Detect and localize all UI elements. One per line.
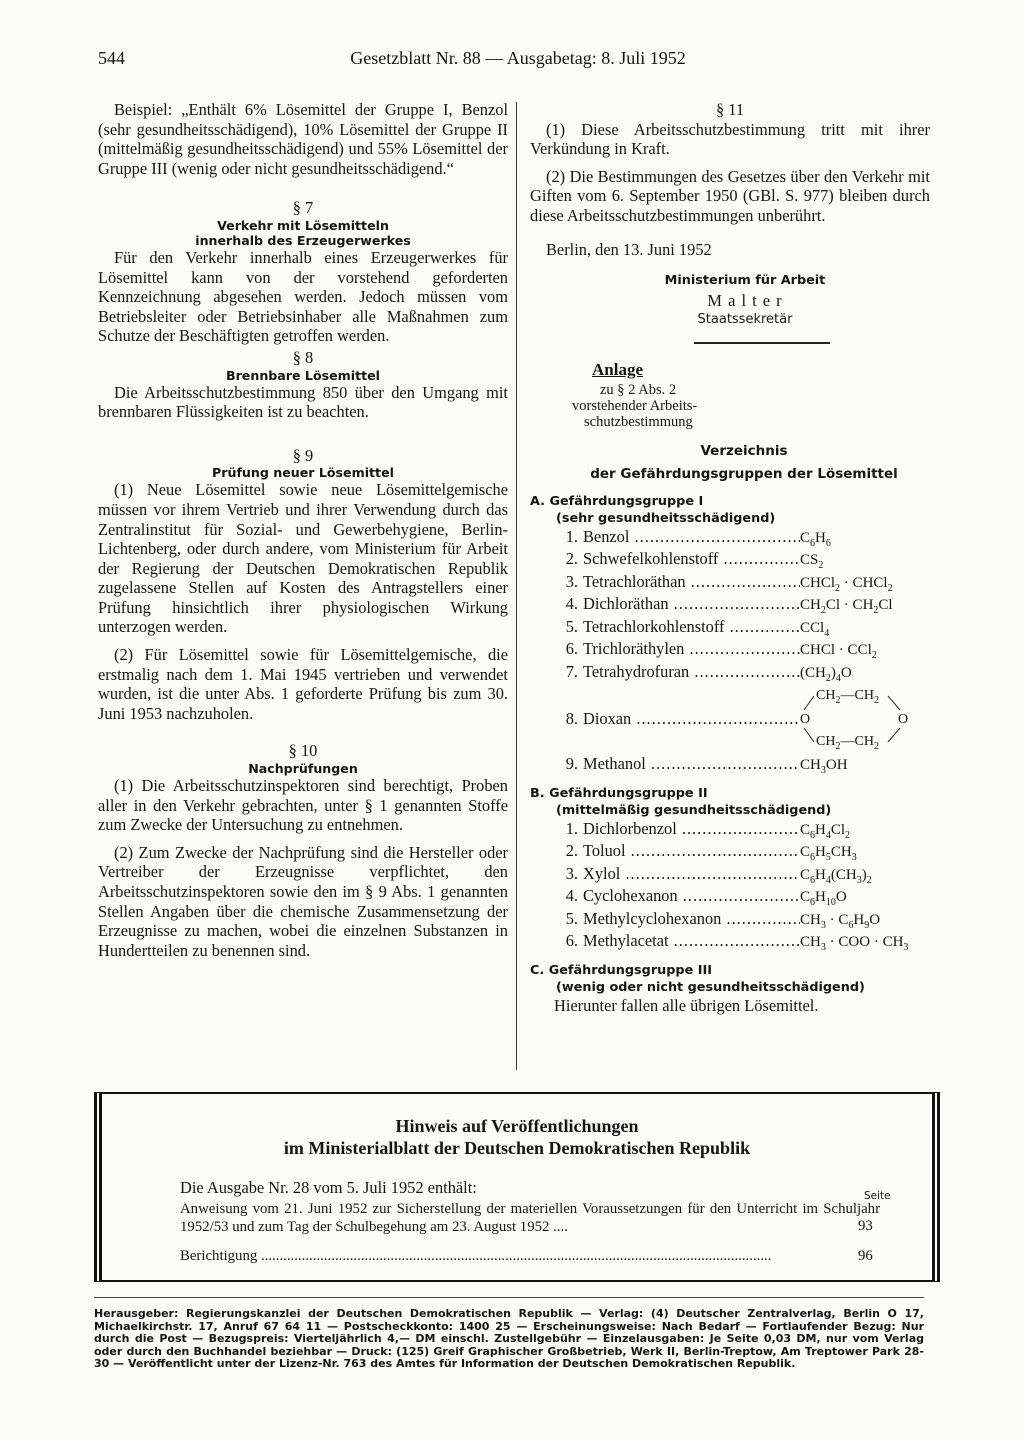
group-c-text: Hierunter fallen alle übrigen Lösemittel. [554,995,819,1015]
section-7-heading-1: Verkehr mit Lösemitteln [217,217,389,233]
page-header [98,48,938,76]
section-10-paragraph-2: (2) Zum Zwecke der Nachprüfung sind die Hersteller oder Vertreiber der Erzeugnisse verpflichtet, den Arbeitsschutzinspektoren sowie den im § 9 Abs. 1 genannten Stellen Angaben über die chemische Zusammensetzung der Erzeugnisse zu machen, wobei die einzelnen Substanzen in Hundertteilen zu benennen sind. [98,842,508,960]
notice-item-1-page: 93 [858,1218,873,1234]
example-paragraph: Beispiel: „Enthält 6% Lösemittel der Gruppe I, Benzol (sehr gesundheitsschädigend), 10% Lösemittel der Gruppe II (mittelmäßig gesundheitsschädigend) und 55% Lösemittel der Gruppe III (wenig oder nicht gesundheitsschädigend.“ [98,100,508,178]
solvent-name: Methylcyclohexanon ..... [583,909,800,929]
section-10-paragraph-1: (1) Die Arbeitsschutzinspektoren sind berechtigt, Proben aller in den Verkehr gebrachten, unter § 1 genannten Stoffe zum Zwecke der Untersuchung zu entnehmen. [98,776,508,835]
solvent-name: Dioxan ..... [583,709,800,729]
item-number: 4. [565,886,578,906]
chemical-formula: $CS_2$ [800,552,824,572]
group-b-item [530,931,930,954]
item-number: 7. [565,661,578,681]
group-a-item [530,684,930,754]
right-column [530,100,930,1015]
group-b-item [530,886,930,909]
dioxan-oxygen-right: O [898,712,909,728]
group-a-item [530,639,930,662]
solvent-name: Schwefelkohlenstoff ..... [583,549,800,569]
section-9-heading: Prüfung neuer Lösemittel [212,465,394,481]
notice-page-label: Seite [864,1190,891,1202]
item-number: 1. [565,818,578,838]
ministry-name: Ministerium für Arbeit [664,273,826,289]
group-b-title: B. Gefährdungsgruppe II [530,785,708,801]
left-column [98,100,508,960]
group-c-subtitle: (wenig oder nicht gesundheitsschädigend) [556,979,865,995]
date-line: Berlin, den 13. Juni 1952 [546,239,712,259]
group-b-item [530,864,930,887]
solvent-name: Xylol ..... [583,864,800,884]
notice-item-2: Berichtigung .......................................................................................................................................... [180,1248,772,1264]
chemical-formula: $CH_3$ · COO · $CH_3$ [800,934,909,954]
chemical-formula: CHCl · CCl$_2$ [800,642,877,662]
group-b-item [530,909,930,932]
group-a-item [530,527,930,550]
dioxan-bond-line [888,696,900,710]
chemical-formula: $C_6H_5CH_3$ [800,844,857,864]
notice-edition: Die Ausgabe Nr. 28 vom 5. Juli 1952 enthält: [180,1178,477,1197]
signer-name: M a l t e r [707,290,783,310]
group-a-list [530,527,930,777]
notice-title-1: Hinweis auf Veröffentlichungen [395,1116,639,1136]
item-number: 2. [565,549,578,569]
group-a-item [530,594,930,617]
solvent-name: Methylacetat ..... [583,931,800,951]
imprint: Herausgeber: Regierungskanzlei der Deutschen Demokratischen Republik — Verlag: (4) Deutscher Zentralverlag, Berlin O 17, Michaelkirchstr. 17, Anruf 67 64 11 — Postscheckkonto: 1400 25 — Erscheinungsweise: Nach Bedarf — Fortlaufender Bezug: Nur durch die Post — Bezugspreis: Vierteljährlich 4,— DM einschl. Zustellgebühr — Einzelausgaben: Je Seite 0,03 DM, nur vom Verlag oder durch den Buchhandel beziehbar — Druck: (125) Greif Graphischer Großbetrieb, Werk II, Berlin-Treptow, Am Treptower Park 28-30 — Veröffentlicht unter der Lizenz-Nr. 763 des Amtes für Information der Deutschen Demokratischen Republik. [94,1297,924,1371]
group-a-item [530,572,930,595]
chemical-formula: $C_6H_4Cl_2$ [800,821,851,841]
annex-ref-line-1: zu § 2 Abs. 2 [600,381,677,398]
annex-ref-line-3: schutzbestimmung [584,413,693,430]
item-number: 3. [565,571,578,591]
dioxan-bond-line [888,728,900,742]
section-7-number: § 7 [292,198,314,218]
chemical-formula: $CH_2Cl \cdot CH_2Cl$ [800,597,893,617]
solvent-name: Toluol ..... [583,841,800,861]
group-c-title: C. Gefährdungsgruppe III [530,962,712,978]
group-a-subtitle: (sehr gesundheitsschädigend) [556,510,776,526]
notice-title-2: im Ministerialblatt der Deutschen Demokratischen Republik [283,1138,751,1158]
section-8-heading: Brennbare Lösemittel [226,367,380,383]
notice-item-2-page: 96 [858,1248,873,1264]
item-number: 1. [565,526,578,546]
dioxan-bond-line [804,696,814,710]
section-9-number: § 9 [292,445,314,465]
group-b-item [530,841,930,864]
annex-ref-line-2: vorstehender Arbeits- [572,397,698,414]
solvent-name: Benzol ..... [583,527,800,547]
chemical-formula: $C_6H_4(CH_3)_2$ [800,866,872,886]
group-a-item [530,754,930,777]
group-a-item [530,549,930,572]
group-a-item [530,617,930,640]
signer-title: Staatssekretär [697,312,793,328]
annex-reference [530,382,930,430]
group-b-list [530,819,930,954]
item-number: 4. [565,594,578,614]
list-title-2: der Gefährdungsgruppen der Lösemittel [590,466,898,483]
publication-notice-box [94,1092,940,1282]
annex-title: Anlage [592,359,643,379]
chemical-formula: CHCl$_2$ · CHCl$_2$ [800,574,893,594]
solvent-name: Dichlorbenzol ..... [583,819,800,839]
dioxan-bond-line [804,728,814,742]
dioxan-top: $CH_2—CH_2$ [816,688,879,707]
solvent-name: Tetrachloräthan ..... [583,572,800,592]
item-number: 6. [565,639,578,659]
section-8-number: § 8 [292,347,314,367]
solvent-name: Dichloräthan ..... [583,594,800,614]
group-b-item [530,819,930,842]
dioxan-bonds [800,686,930,752]
item-number: 6. [565,931,578,951]
dioxan-structure [800,686,930,752]
section-9-paragraph-1: (1) Neue Lösemittel sowie neue Lösemittelgemische müssen vor ihrem Vertrieb und ihrer Verwendung durch das Zentralinstitut für Sozial- und Gewerbehygiene, Berlin-Lichtenberg, oder durch andere, vom Ministerium für Arbeit der Regierung der Deutschen Demokratischen Republik zugelassene Stellen auf Kosten des Antragstellers einer Prüfung hinsichtlich ihrer physiologischen Wirkung unterzogen werden. [98,480,508,637]
group-a-item [530,662,930,685]
chemical-formula: $(CH_2)_4O$ [800,664,852,684]
chemical-formula: $CH_3OH$ [800,757,848,777]
solvent-name: Methanol ..... [583,754,800,774]
item-number: 3. [565,863,578,883]
item-number: 2. [565,841,578,861]
item-number: 5. [565,908,578,928]
section-7-text: Für den Verkehr innerhalb eines Erzeugerwerkes für Lösemittel kann von der vorstehend geforderten Kennzeichnung abgesehen werden. Jedoch müssen vom Betriebsleiter oder Betriebsinhaber alle Maßnahmen zum Schutze der Beschäftigten getroffen werden. [98,247,508,346]
list-title-1: Verzeichnis [700,442,788,459]
item-number: 9. [565,754,578,774]
group-b-subtitle: (mittelmäßig gesundheitsschädigend) [556,802,832,818]
header-title: Gesetzblatt Nr. 88 — Ausgabetag: 8. Juli 1952 [350,48,686,68]
chemical-formula: $C_6H_6$ [800,529,831,549]
solvent-name: Cyclohexanon ..... [583,886,800,906]
section-11-paragraph-1: (1) Diese Arbeitsschutzbestimmung tritt mit ihrer Verkündung in Kraft. [530,119,930,159]
section-11-number: § 11 [715,100,745,119]
notice-item-1: Anweisung vom 21. Juni 1952 zur Sicherstellung der materiellen Voraussetzungen für den Unterricht im Schuljahr 1952/53 und zum Tag der Schulbegehung am 23. August 1952 .... [180,1201,880,1235]
solvent-name: Tetrachlorkohlenstoff ..... [583,617,800,637]
item-number: 8. [565,709,578,729]
chemical-formula: CCl$_4$ [800,619,830,639]
chemical-formula: $CH_3 \cdot C_6H_9O$ [800,911,881,931]
group-a-title: A. Gefährdungsgruppe I [530,493,704,509]
chemical-formula [800,686,930,752]
chemical-formula: $C_6H_{10}O$ [800,889,847,909]
dioxan-bottom: $CH_2—CH_2$ [816,734,879,753]
section-10-number: § 10 [288,741,318,761]
signature-rule [694,342,830,344]
column-divider [516,102,517,1070]
item-number: 5. [565,616,578,636]
section-11-paragraph-2: (2) Die Bestimmungen des Gesetzes über den Verkehr mit Giften vom 6. September 1950 (GBl. S. 977) bleiben durch diese Arbeitsschutzbestimmungen unberührt. [530,166,930,225]
dioxan-oxygen-left: O [800,712,811,728]
solvent-name: Tetrahydrofuran ..... [583,662,800,682]
page-number: 544 [98,48,125,68]
section-9-paragraph-2: (2) Für Lösemittel sowie für Lösemittelgemische, die erstmalig nach dem 1. Mai 1945 vertrieben und verwendet wurden, ist die unter Abs. 1 geforderte Prüfung bis zum 30. Juni 1953 nachzuholen. [98,645,508,723]
section-7-heading-2: innerhalb des Erzeugerwerkes [195,232,411,248]
solvent-name: Trichloräthylen ..... [583,639,800,659]
section-10-heading: Nachprüfungen [248,761,358,777]
section-8-text: Die Arbeitsschutzbestimmung 850 über den Umgang mit brennbaren Flüssigkeiten ist zu beachten. [98,382,508,422]
